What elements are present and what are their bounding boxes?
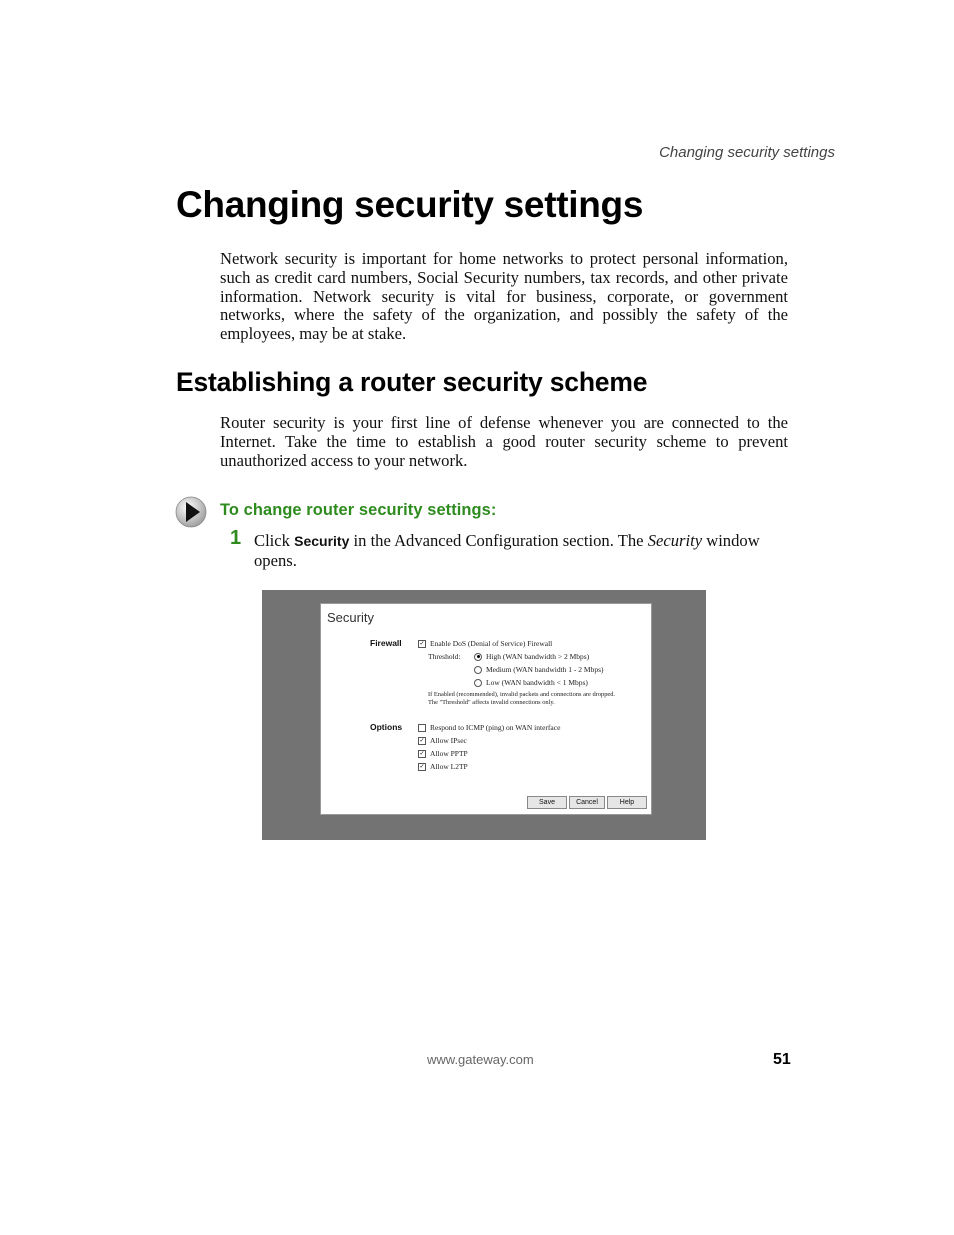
security-window-term: Security xyxy=(647,531,703,550)
threshold-low-option[interactable]: Low (WAN bandwidth < 1 Mbps) xyxy=(474,678,588,687)
firewall-label: Firewall xyxy=(370,638,402,648)
section-heading: Establishing a router security scheme xyxy=(176,367,648,397)
icmp-option[interactable]: Respond to ICMP (ping) on WAN interface xyxy=(418,723,560,732)
l2tp-checkbox[interactable]: ✓ xyxy=(419,762,425,770)
medium-radio[interactable] xyxy=(474,666,482,674)
l2tp-option[interactable]: ✓ Allow L2TP xyxy=(419,762,468,771)
procedure-heading: To change router security settings: xyxy=(220,501,497,519)
enable-dos-checkbox[interactable]: ✓ xyxy=(419,639,425,647)
threshold-high-option[interactable]: High (WAN bandwidth > 2 Mbps) xyxy=(474,652,589,661)
help-button[interactable]: Help xyxy=(607,796,647,809)
cancel-button[interactable]: Cancel xyxy=(569,796,605,809)
security-window-screenshot xyxy=(262,590,706,840)
low-radio[interactable] xyxy=(474,679,482,687)
section-paragraph: Router security is your first line of defense whenever you are connected to the Internet. Take the time to establish a good router security scheme to prevent unauthorized access to your network. xyxy=(220,413,788,470)
ipsec-checkbox[interactable]: ✓ xyxy=(419,736,425,744)
procedure-arrow-icon xyxy=(175,496,207,528)
options-label: Options xyxy=(370,722,403,732)
security-panel xyxy=(320,603,652,815)
ipsec-option[interactable]: ✓ Allow IPsec xyxy=(419,736,467,745)
pptp-checkbox[interactable]: ✓ xyxy=(419,749,425,757)
page-title: Changing security settings xyxy=(176,184,644,225)
threshold-label: Threshold: xyxy=(428,652,461,661)
pptp-option[interactable]: ✓ Allow PPTP xyxy=(419,749,468,758)
enable-dos-option[interactable]: ✓ Enable DoS (Denial of Service) Firewall xyxy=(419,639,553,648)
step-number: 1 xyxy=(230,527,242,549)
intro-paragraph: Network security is important for home networks to protect personal information, such as credit card numbers, Social Security numbers, tax records, and other private information. Network security is vital for business, corporate, or government networks, where the safety of the organization, and possibly the safety of the employees, may be at stake. xyxy=(220,249,788,344)
panel-title: Security xyxy=(327,610,374,625)
high-radio[interactable] xyxy=(474,653,482,661)
running-head: Changing security settings xyxy=(659,144,835,161)
footer-url: www.gateway.com xyxy=(427,1052,534,1067)
firewall-note: If Enabled (recommended), invalid packets and connections are dropped. The "Threshold" affects invalid connections only. xyxy=(428,691,616,707)
icmp-checkbox[interactable] xyxy=(418,724,426,732)
save-button[interactable]: Save xyxy=(527,796,567,809)
step-text: Click Security in the Advanced Configuration section. The Security window opens. xyxy=(254,531,760,570)
security-ui-term: Security xyxy=(294,533,350,549)
threshold-medium-option[interactable]: Medium (WAN bandwidth 1 - 2 Mbps) xyxy=(474,665,604,674)
page-number: 51 xyxy=(773,1051,791,1068)
